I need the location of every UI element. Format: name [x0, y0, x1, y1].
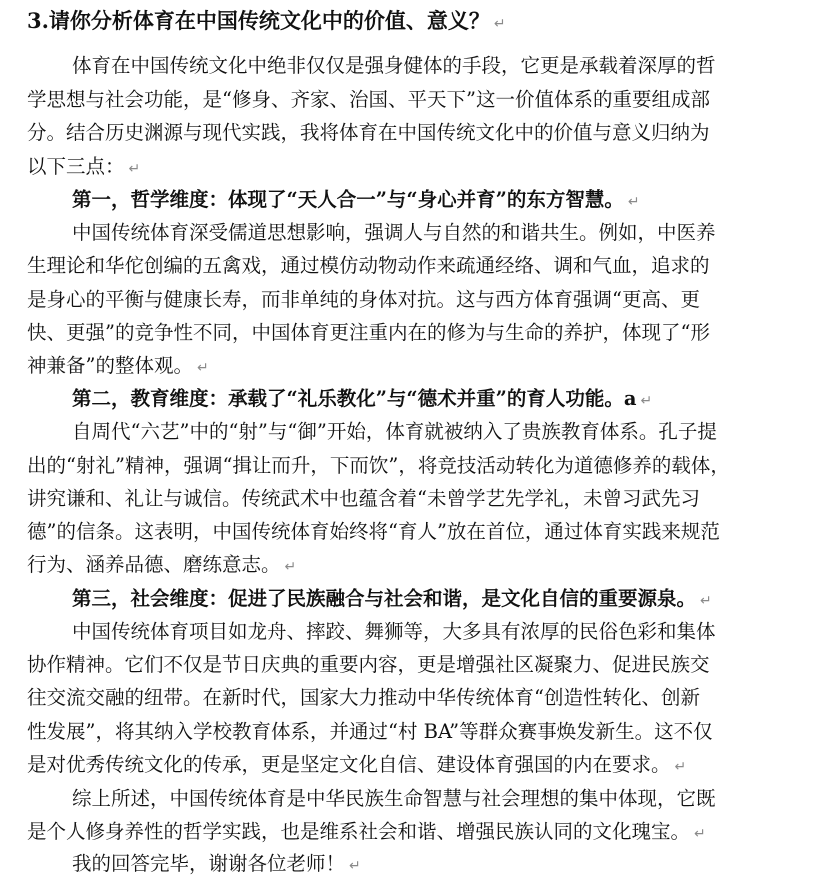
line-text: 协作精神。它们不仅是节日庆典的重要内容，更是增强社区凝聚力、促进民族交 [27, 653, 710, 676]
line-text: 第一，哲学维度：体现了“天人合一”与“身心并育”的东方智慧。 [72, 188, 624, 211]
line-text: 综上所述，中国传统体育是中华民族生命智慧与社会理想的集中体现，它既 [72, 787, 716, 810]
paragraph-line [0, 550, 817, 582]
paragraph-mark-icon: ↵ [674, 759, 687, 775]
paragraph-mark-icon: ↵ [196, 360, 209, 376]
paragraph-line [0, 218, 817, 250]
line-text: 神兼备”的整体观。 [27, 354, 193, 377]
line-text: 生理论和华佗创编的五禽戏，通过模仿动物动作来疏通经络、调和气血，追求的 [27, 254, 710, 277]
paragraph-line [0, 152, 817, 184]
line-text: 往交流交融的纽带。在新时代，国家大力推动中华传统体育“创造性转化、创新 [27, 686, 700, 709]
line-text: 中国传统体育深受儒道思想影响，强调人与自然的和谐共生。例如，中医养 [72, 221, 716, 244]
line-text: 讲究谦和、礼让与诚信。传统武术中也蕴含着“未曾学艺先学礼，未曾习武先习 [27, 487, 700, 510]
line-text: 德”的信条。这表明，中国传统体育始终将“育人”放在首位，通过体育实践来规范 [27, 520, 720, 543]
line-text: 是对优秀传统文化的传承，更是坚定文化自信、建设体育强国的内在要求。 [27, 753, 671, 776]
paragraph-line [0, 650, 817, 682]
paragraph-line [0, 351, 817, 383]
section-heading-line [0, 185, 817, 217]
paragraph-line [0, 683, 817, 715]
line-text: 是身心的平衡与健康长寿，而非单纯的身体对抗。这与西方体育强调“更高、更 [27, 288, 700, 311]
line-text: 第二，教育维度：承载了“礼乐教化”与“德术并重”的育人功能。a [72, 387, 637, 410]
paragraph-mark-icon: ↵ [694, 826, 706, 842]
line-text: 性发展”，将其纳入学校教育体系，并通过“村 BA”等群众赛事焕发新生。这不仅 [27, 720, 713, 743]
line-text: 自周代“六艺”中的“射”与“御”开始，体育就被纳入了贵族教育体系。孔子提 [72, 420, 717, 443]
paragraph-line [0, 318, 817, 350]
question-title [0, 6, 817, 38]
line-text: 体育在中国传统文化中绝非仅仅是强身健体的手段，它更是承载着深厚的哲 [72, 54, 716, 77]
line-text: 中国传统体育项目如龙舟、摔跤、舞狮等，大多具有浓厚的民俗色彩和集体 [72, 620, 716, 643]
line-text: 快、更强”的竞争性不同，中国体育更注重内在的修为与生命的养护，体现了“形 [27, 321, 710, 344]
line-text: 以下三点： [27, 155, 125, 178]
paragraph-mark-icon: ↵ [128, 161, 141, 177]
paragraph-line [0, 717, 817, 749]
paragraph-line [0, 517, 817, 549]
line-text: 学思想与社会功能，是“修身、齐家、治国、平天下”这一价值体系的重要组成部 [27, 88, 710, 111]
paragraph-mark-icon: ↵ [284, 559, 297, 575]
line-text: 行为、涵养品德、磨练意志。 [27, 553, 281, 576]
line-text: 分。结合历史渊源与现代实践，我将体育在中国传统文化中的价值与意义归纳为 [27, 121, 710, 144]
section-heading-line [0, 584, 817, 616]
paragraph-mark-icon: ↵ [627, 194, 640, 210]
paragraph-line [0, 417, 817, 449]
paragraph-line [0, 51, 817, 83]
paragraph-line [0, 784, 817, 816]
line-text: 是个人修身养性的哲学实践，也是维系社会和谐、增强民族认同的文化瑰宝。 [27, 820, 691, 843]
paragraph-line [0, 849, 817, 881]
paragraph-line [0, 617, 817, 649]
paragraph-line [0, 85, 817, 117]
line-text: 出的“射礼”精神，强调“揖让而升，下而饮”，将竞技活动转化为道德修养的载体， [27, 454, 730, 477]
paragraph-line [0, 451, 817, 483]
paragraph-mark-icon: ↵ [640, 393, 653, 409]
title-text: 3.请你分析体育在中国传统文化中的价值、意义？ [27, 8, 490, 33]
line-text: 第三，社会维度：促进了民族融合与社会和谐，是文化自信的重要源泉。 [72, 587, 697, 610]
line-text: 我的回答完毕，谢谢各位老师！ [72, 852, 346, 875]
paragraph-mark-icon: ↵ [493, 16, 506, 32]
paragraph-line [0, 750, 817, 782]
paragraph-line [0, 118, 817, 150]
paragraph-line [0, 285, 817, 317]
section-heading-line [0, 384, 817, 416]
paragraph-line [0, 484, 817, 516]
paragraph-line [0, 251, 817, 283]
paragraph-line [0, 817, 817, 849]
paragraph-mark-icon: ↵ [700, 593, 712, 609]
paragraph-mark-icon: ↵ [349, 858, 361, 874]
